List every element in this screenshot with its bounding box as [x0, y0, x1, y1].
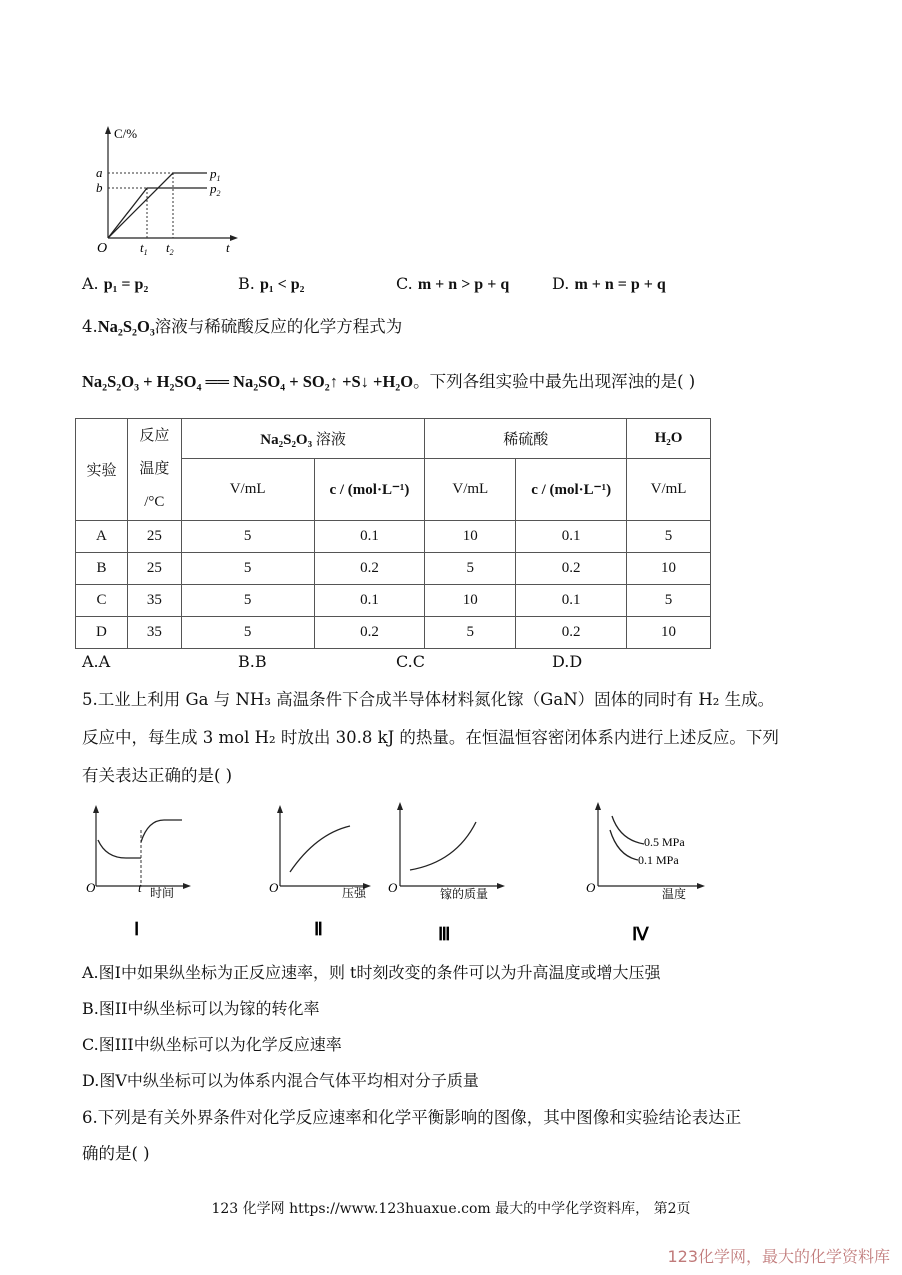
header-volume: V/mL	[627, 459, 711, 521]
header-na2s2o3: Na₂S₂O₃ 溶液	[181, 419, 425, 459]
header-volume: V/mL	[181, 459, 314, 521]
x-axis-label: 时间	[150, 886, 175, 900]
q3-option-c: C. m + n > p + q	[396, 274, 510, 293]
curve-p1	[108, 173, 207, 238]
curve-p2	[108, 188, 207, 238]
level-a-label: a	[96, 165, 103, 180]
header-volume: V/mL	[425, 459, 516, 521]
q4-option-b: B.B	[238, 652, 267, 671]
q5-graph-3	[384, 800, 509, 945]
header-concentration: c / (mol·L⁻¹)	[516, 459, 627, 521]
curve-p2-label: $p_2$	[210, 181, 221, 198]
q3-option-a: A. p₁ = p₂	[82, 274, 149, 293]
q5-line1: 5.工业上利用 Ga 与 NH₃ 高温条件下合成半导体材料氮化镓（GaN）固体的同时有 H₂ 生成。	[82, 690, 775, 709]
q4-intro: 4.Na₂S₂O₃溶液与稀硫酸反应的化学方程式为	[82, 317, 403, 336]
q3-option-d: D. m + n = p + q	[552, 274, 666, 293]
table-row: D 35 5 0.2 5 0.2 10	[76, 617, 711, 649]
origin-label: O	[388, 880, 398, 895]
x-axis-label: 镓的质量	[440, 887, 489, 901]
q5-graph-2	[266, 800, 376, 945]
watermark: 123化学网，最大的化学资料库	[667, 1247, 890, 1266]
figure-label: Ⅳ	[632, 924, 649, 944]
q4-option-d: D.D	[552, 652, 583, 671]
page-footer: 123 化学网 https://www.123huaxue.com 最大的中学化学资料库， 第2页	[211, 1201, 691, 1217]
top-figure	[92, 120, 252, 255]
q6-line1: 6.下列是有关外界条件对化学反应速率和化学平衡影响的图像，其中图像和实验结论表达正	[82, 1108, 742, 1127]
origin-label: O	[269, 880, 279, 895]
y-axis-label: C/%	[114, 126, 138, 141]
q4-equation-line: Na₂S₂O₃ + H₂SO₄ ══ Na₂SO₄ + SO₂↑ +S↓ +H₂O。下列各组实验中最先出现浑浊的是( )	[82, 372, 696, 391]
q4-equation: Na₂S₂O₃ + H₂SO₄ ══ Na₂SO₄ + SO₂↑ +S↓ +H₂O	[82, 372, 414, 391]
figure-label: Ⅰ	[134, 919, 140, 939]
curve-0.5mpa	[612, 816, 644, 844]
q5-graph-1	[86, 800, 196, 945]
table-row: A 25 5 0.1 10 0.1 5	[76, 521, 711, 553]
q5-line2: 反应中，每生成 3 mol H₂ 时放出 30.8 kJ 的热量。在恒温恒容密闭体系内进行上述反应。下列	[82, 728, 779, 747]
q4-option-c: C.C	[396, 652, 425, 671]
q3-option-b: B. p₁ < p₂	[238, 274, 305, 293]
table-row: B 25 5 0.2 5 0.2 10	[76, 553, 711, 585]
figure-label: Ⅱ	[314, 919, 323, 939]
origin-label: O	[586, 880, 596, 895]
origin-label: O	[86, 880, 96, 895]
q6-line2: 确的是( )	[82, 1144, 150, 1163]
q5-option-d: D.图V中纵坐标可以为体系内混合气体平均相对分子质量	[82, 1071, 479, 1090]
q5-line3: 有关表达正确的是( )	[82, 766, 233, 785]
header-water: H₂O	[627, 419, 711, 459]
x-axis-label: t	[226, 240, 230, 255]
curve-0.1mpa-label: 0.1 MPa	[638, 853, 679, 867]
q4-experiment-table	[75, 418, 711, 649]
header-temperature: 反应 温度 /°C	[127, 419, 181, 521]
q4-option-a: A.A	[82, 652, 111, 671]
origin-label: O	[97, 241, 108, 255]
figure-label: Ⅲ	[438, 924, 451, 944]
header-sulfuric-acid: 稀硫酸	[425, 419, 627, 459]
x-axis-label: 压强	[342, 886, 367, 900]
tick-t: t	[138, 880, 142, 895]
q5-graph-4	[584, 800, 714, 945]
x-axis-label: 温度	[662, 887, 687, 901]
q5-option-c: C.图III中纵坐标可以为化学反应速率	[82, 1035, 342, 1054]
header-experiment: 实验	[76, 419, 128, 521]
q5-option-b: B.图II中纵坐标可以为镓的转化率	[82, 999, 320, 1018]
header-concentration: c / (mol·L⁻¹)	[314, 459, 425, 521]
q5-option-a: A.图I中如果纵坐标为正反应速率，则 t时刻改变的条件可以为升高温度或增大压强	[82, 963, 661, 982]
table-row: C 35 5 0.1 10 0.1 5	[76, 585, 711, 617]
tick-t1: $t_1$	[140, 240, 148, 255]
curve-p1-label: $p_1$	[210, 166, 221, 183]
level-b-label: b	[96, 180, 103, 195]
curve-0.5mpa-label: 0.5 MPa	[644, 835, 685, 849]
tick-t2: $t_2$	[166, 240, 174, 255]
